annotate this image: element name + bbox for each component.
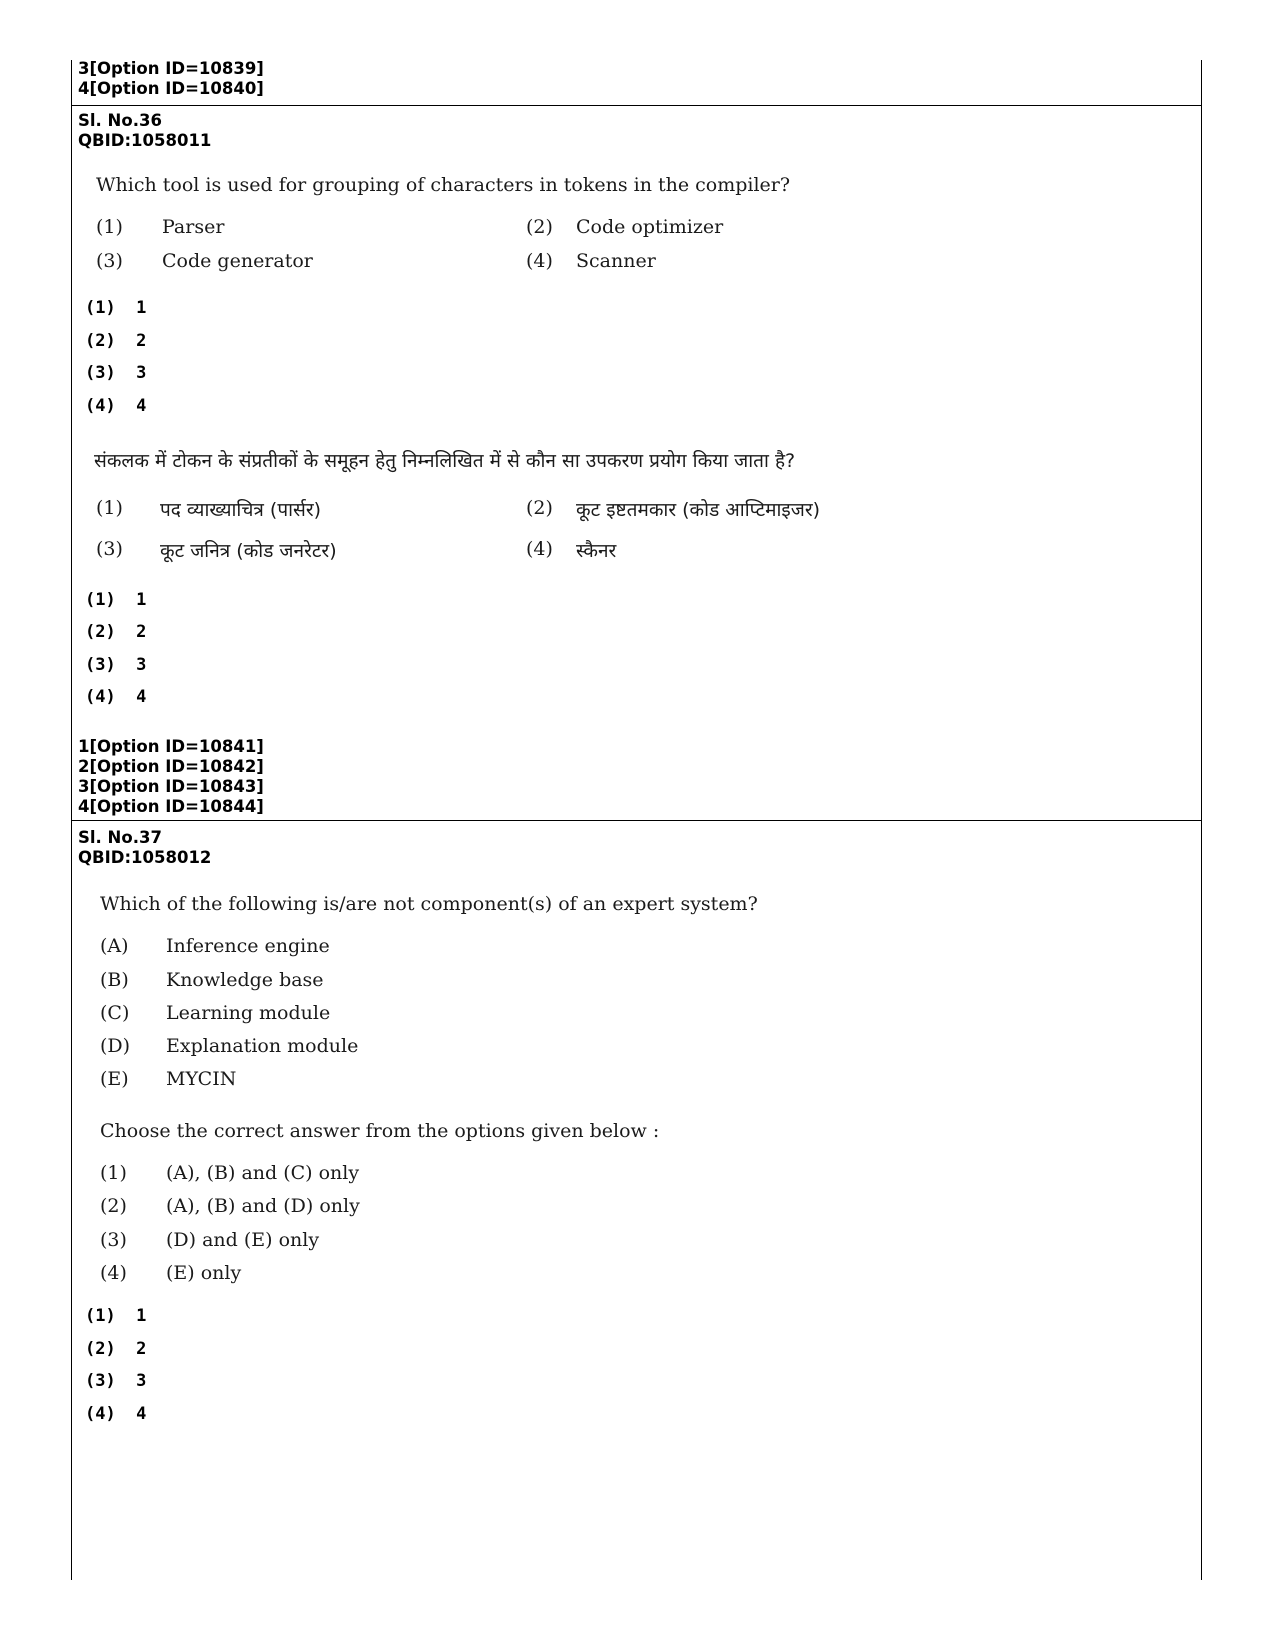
option-text-hindi: पद व्याख्याचित्र (पार्सर) [160,499,322,521]
answer-choice[interactable]: (1) 1 [85,298,147,318]
option-number: (3) [96,538,123,560]
item-label: (E) [100,1068,129,1090]
question-text: Which of the following is/are not component(s) of an expert system? [100,893,758,915]
option-text-hindi: कूट इष्टतमकार (कोड आप्टिमाइजर) [576,499,821,521]
divider [71,105,1202,106]
option-number: (2) [526,216,553,238]
option-number: (4) [526,250,553,272]
option-text: Code generator [162,250,313,272]
choice-text: (A), (B) and (D) only [166,1195,360,1217]
question-text-hindi: संकलक में टोकन के संप्रतीकों के समूहन हेतु निम्नलिखित में से कौन सा उपकरण प्रयोग किया जाता है? [94,450,796,472]
option-text: Parser [162,216,225,238]
item-label: (A) [100,935,129,957]
answer-choice[interactable]: (4) 4 [85,396,147,416]
serial-number: Sl. No.37 [78,828,162,847]
option-number: (1) [96,497,123,519]
answer-choice[interactable]: (4) 4 [85,1404,147,1424]
item-text: Explanation module [166,1035,359,1057]
item-label: (B) [100,969,129,991]
answer-choice[interactable]: (1) 1 [85,590,147,610]
choice-number: (2) [100,1195,127,1217]
option-id: 2[Option ID=10842] [78,757,264,776]
qbid: QBID:1058012 [78,848,212,867]
instruction-text: Choose the correct answer from the options given below : [100,1120,660,1142]
item-label: (D) [100,1035,131,1057]
question-text-english: Which tool is used for grouping of characters in tokens in the compiler? [96,174,791,196]
option-id: 4[Option ID=10840] [78,79,264,98]
answer-choice[interactable]: (3) 3 [85,363,147,383]
choice-number: (3) [100,1229,127,1251]
serial-number: Sl. No.36 [78,111,162,130]
answer-choice[interactable]: (2) 2 [85,331,147,351]
choice-number: (1) [100,1162,127,1184]
choice-text: (E) only [166,1262,242,1284]
item-text: Knowledge base [166,969,324,991]
item-text: Inference engine [166,935,330,957]
answer-choice[interactable]: (1) 1 [85,1306,147,1326]
answer-choice[interactable]: (2) 2 [85,622,147,642]
option-number: (2) [526,497,553,519]
option-number: (1) [96,216,123,238]
item-text: MYCIN [166,1068,237,1090]
option-number: (4) [526,538,553,560]
item-text: Learning module [166,1002,331,1024]
answer-choice[interactable]: (3) 3 [85,1371,147,1391]
choice-number: (4) [100,1262,127,1284]
divider [71,820,1202,821]
item-label: (C) [100,1002,130,1024]
option-number: (3) [96,250,123,272]
option-id: 3[Option ID=10843] [78,777,264,796]
qbid: QBID:1058011 [78,131,212,150]
option-id: 1[Option ID=10841] [78,737,264,756]
option-id: 4[Option ID=10844] [78,797,264,816]
option-text: Code optimizer [576,216,724,238]
choice-text: (D) and (E) only [166,1229,320,1251]
answer-choice[interactable]: (2) 2 [85,1339,147,1359]
option-id: 3[Option ID=10839] [78,59,264,78]
answer-choice[interactable]: (4) 4 [85,687,147,707]
option-text-hindi: स्कैनर [576,540,617,562]
option-text: Scanner [576,250,656,272]
choice-text: (A), (B) and (C) only [166,1162,360,1184]
answer-choice[interactable]: (3) 3 [85,655,147,675]
option-text-hindi: कूट जनित्र (कोड जनरेटर) [160,540,337,562]
